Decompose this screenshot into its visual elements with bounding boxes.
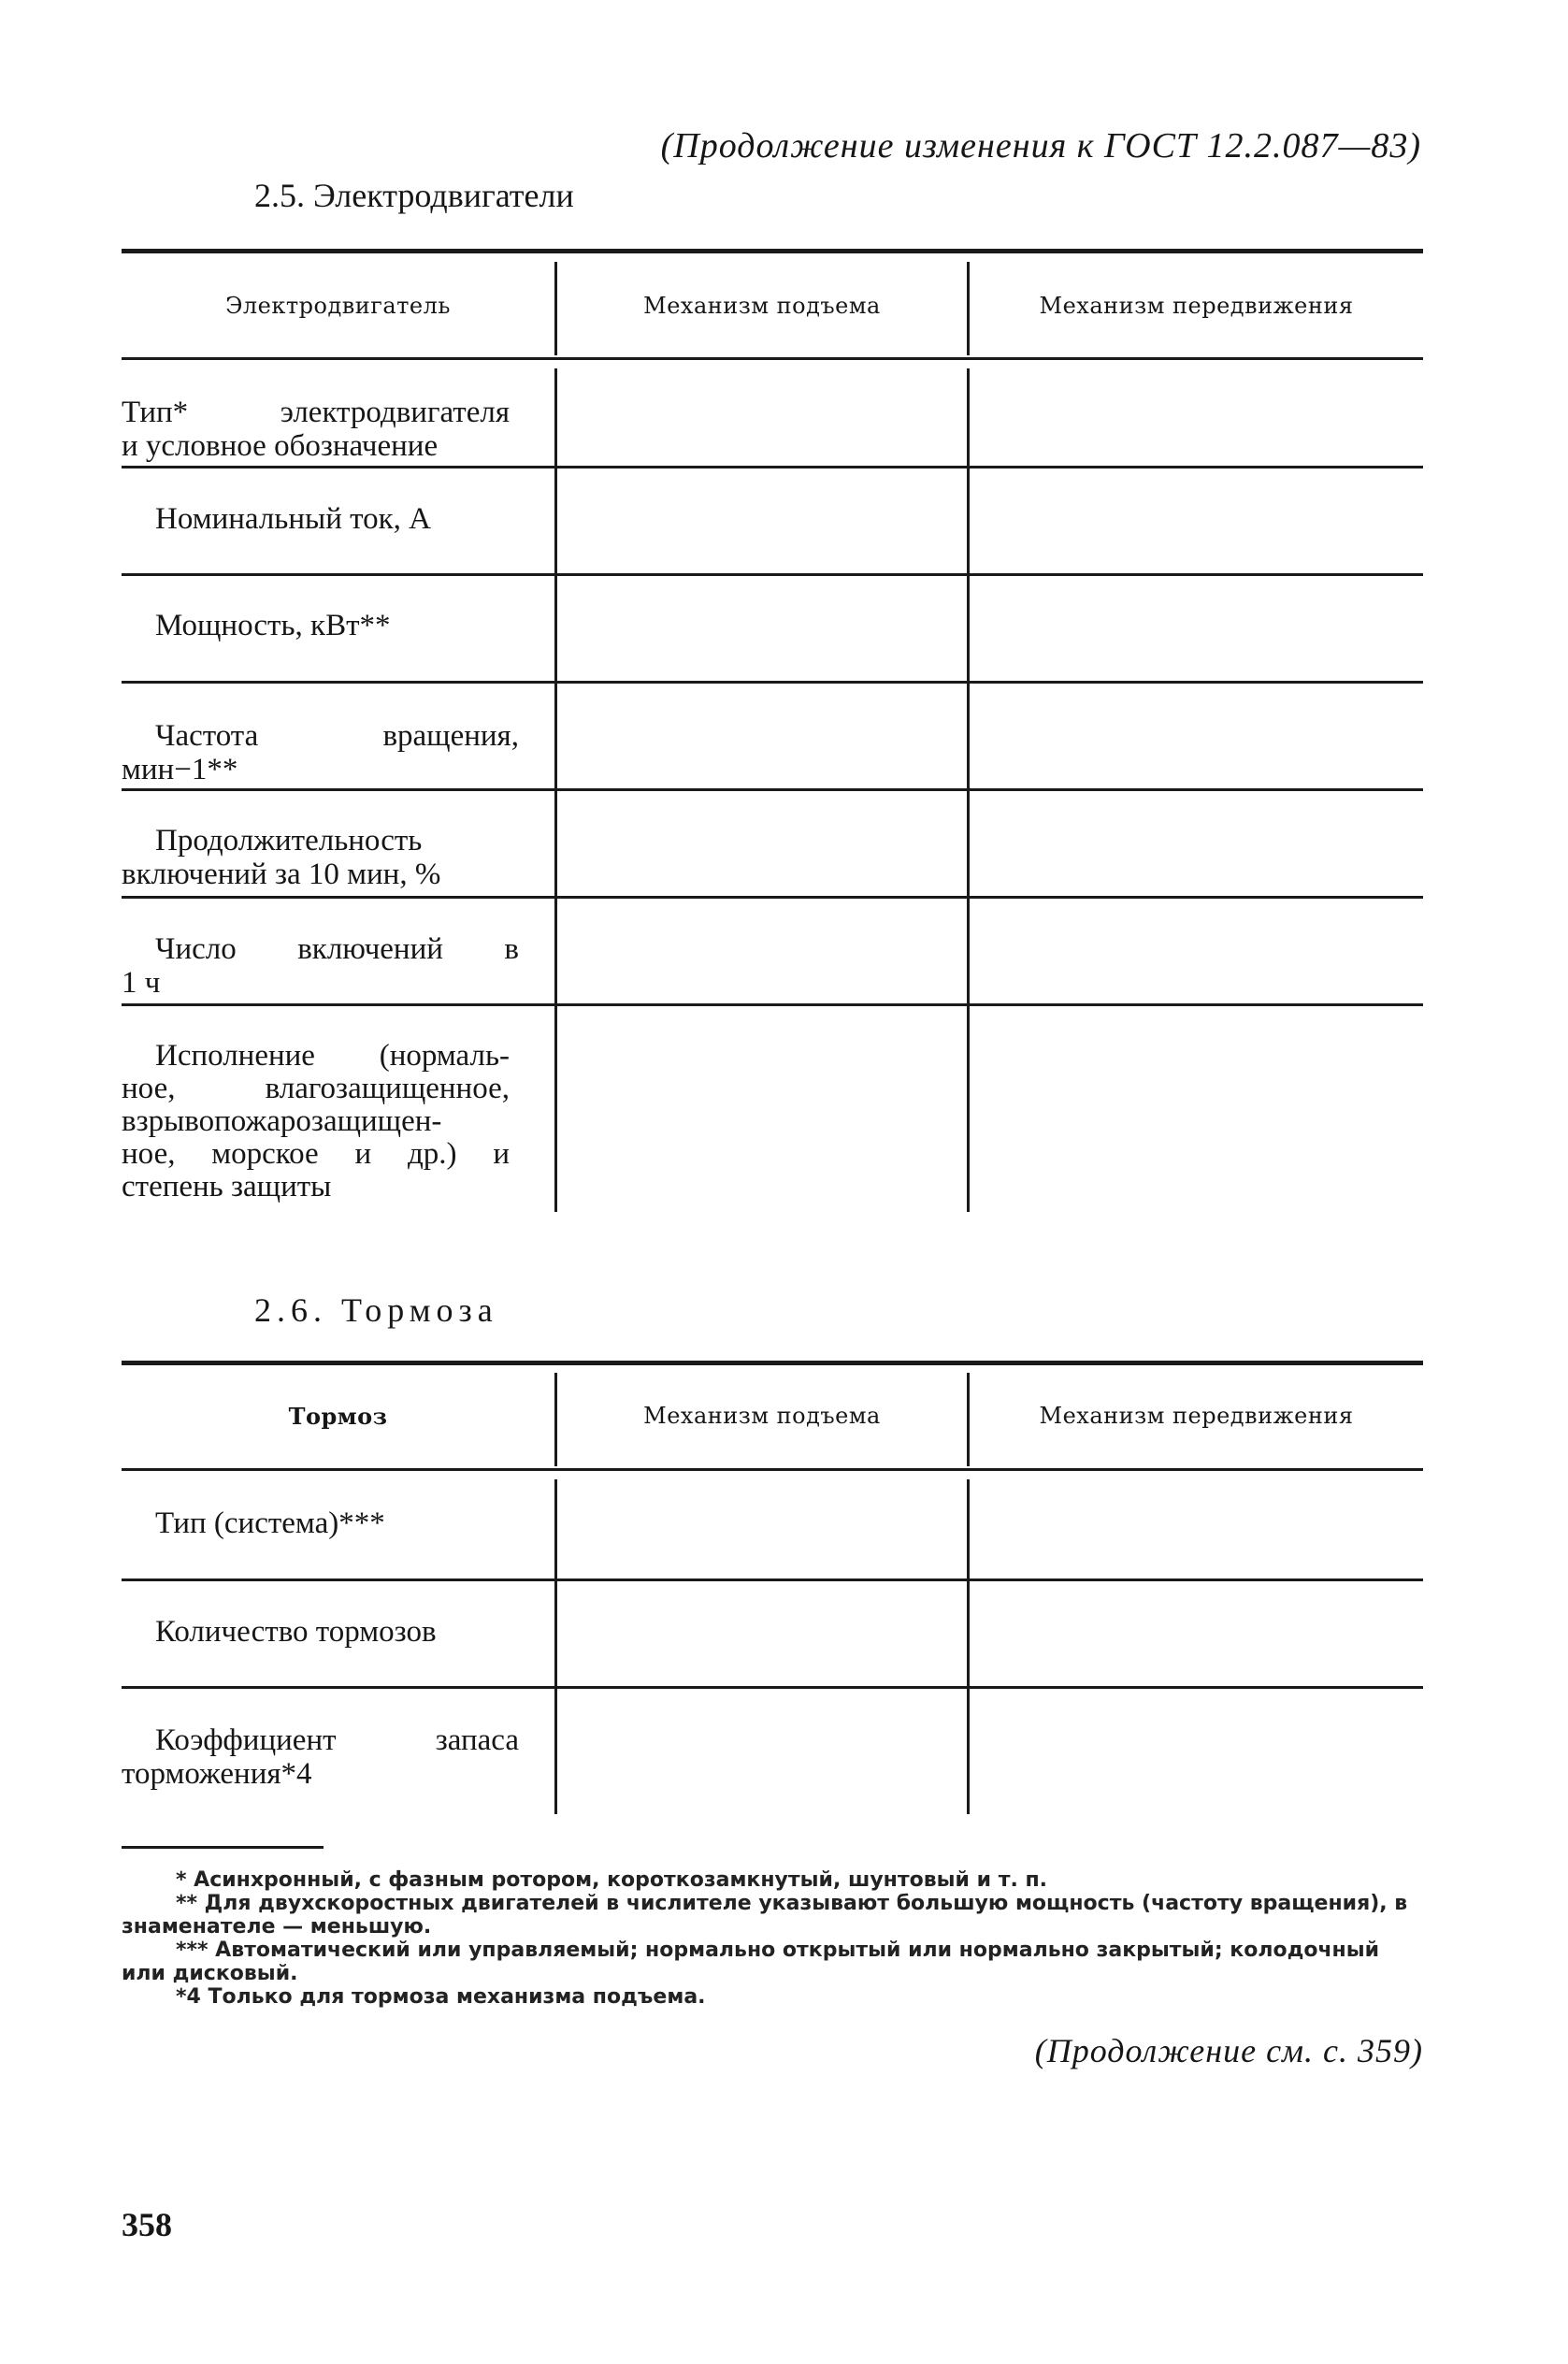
table-top-rule xyxy=(122,1361,1423,1365)
table-top-rule xyxy=(122,249,1423,253)
row-label-brake-type: Тип (система)*** xyxy=(155,1506,385,1540)
row-divider xyxy=(122,1686,1423,1689)
row-label-current: Номинальный ток, А xyxy=(155,502,431,536)
row-divider xyxy=(122,1003,1423,1006)
row-label-frequency: Частота вращения, xyxy=(155,719,519,753)
row-label-power: Мощность, кВт** xyxy=(155,609,391,642)
row-label-brake-coefficient-2: торможения*4 xyxy=(122,1757,312,1791)
column-header-motor: Электродвигатель xyxy=(225,293,451,319)
continuation-header: (Продолжение изменения к ГОСТ 12.2.087—83) xyxy=(660,126,1421,166)
row-divider xyxy=(122,573,1423,576)
column-header-travel: Механизм передвижения xyxy=(1039,293,1354,319)
header-bottom-rule xyxy=(122,1468,1423,1471)
row-divider xyxy=(122,681,1423,684)
row-label-type-2: и условное обозначение xyxy=(122,429,439,463)
header-bottom-rule xyxy=(122,357,1423,360)
column-divider xyxy=(967,1479,970,1814)
execution-line: Исполнение (нормаль- xyxy=(155,1039,510,1073)
execution-line: ное, морское и др.) и xyxy=(122,1137,510,1171)
row-label-count-2: 1 ч xyxy=(122,966,161,1000)
execution-line: ное, влагозащищенное, xyxy=(122,1072,510,1105)
row-label-count: Число включений в xyxy=(155,932,519,966)
row-label-brake-coefficient: Коэффициент запаса xyxy=(155,1723,519,1757)
section-title-brakes: 2.6. Тормоза xyxy=(254,1291,498,1329)
row-label-execution xyxy=(122,1040,510,1204)
execution-line: взрывопожарозащищен- xyxy=(122,1104,442,1138)
column-divider xyxy=(554,1479,557,1814)
section-title-motors: 2.5. Электродвигатели xyxy=(254,177,574,214)
row-label-frequency-2: мин−1** xyxy=(122,753,238,786)
column-header-travel: Механизм передвижения xyxy=(1039,1403,1354,1429)
footnote: *4 Только для тормоза механизма подъема. xyxy=(176,1985,706,2009)
footnote: * Асинхронный, с фазным ротором, короткозамкнутый, шунтовый и т. п. xyxy=(176,1868,1048,1892)
column-header-lift: Механизм подъема xyxy=(643,1403,881,1429)
row-divider xyxy=(122,466,1423,468)
row-label-duration: Продолжительность xyxy=(155,824,423,858)
footnotes xyxy=(122,1868,1423,2009)
row-divider xyxy=(122,896,1423,899)
row-label-brake-count: Количество тормозов xyxy=(155,1615,437,1649)
footnote: *** Автоматический или управляемый; нормально открытый или нормально закрытый; колодочный или дисковый. xyxy=(122,1939,1380,1985)
row-label-duration-2: включений за 10 мин, % xyxy=(122,858,441,891)
column-header-lift: Механизм подъема xyxy=(643,293,881,319)
column-header-brake: Тормоз xyxy=(288,1403,388,1430)
footnote: ** Для двухскоростных двигателей в числителе указывают большую мощность (частоту вращения), в знаменателе — меньшую. xyxy=(122,1892,1408,1939)
continuation-footer: (Продолжение см. с. 359) xyxy=(1034,2032,1423,2069)
row-label-type: Тип* электродвигателя xyxy=(122,396,510,429)
row-divider xyxy=(122,788,1423,791)
row-divider xyxy=(122,1578,1423,1581)
footnote-separator xyxy=(122,1846,324,1849)
execution-line: степень защиты xyxy=(122,1170,332,1204)
page-number: 358 xyxy=(122,2206,172,2243)
